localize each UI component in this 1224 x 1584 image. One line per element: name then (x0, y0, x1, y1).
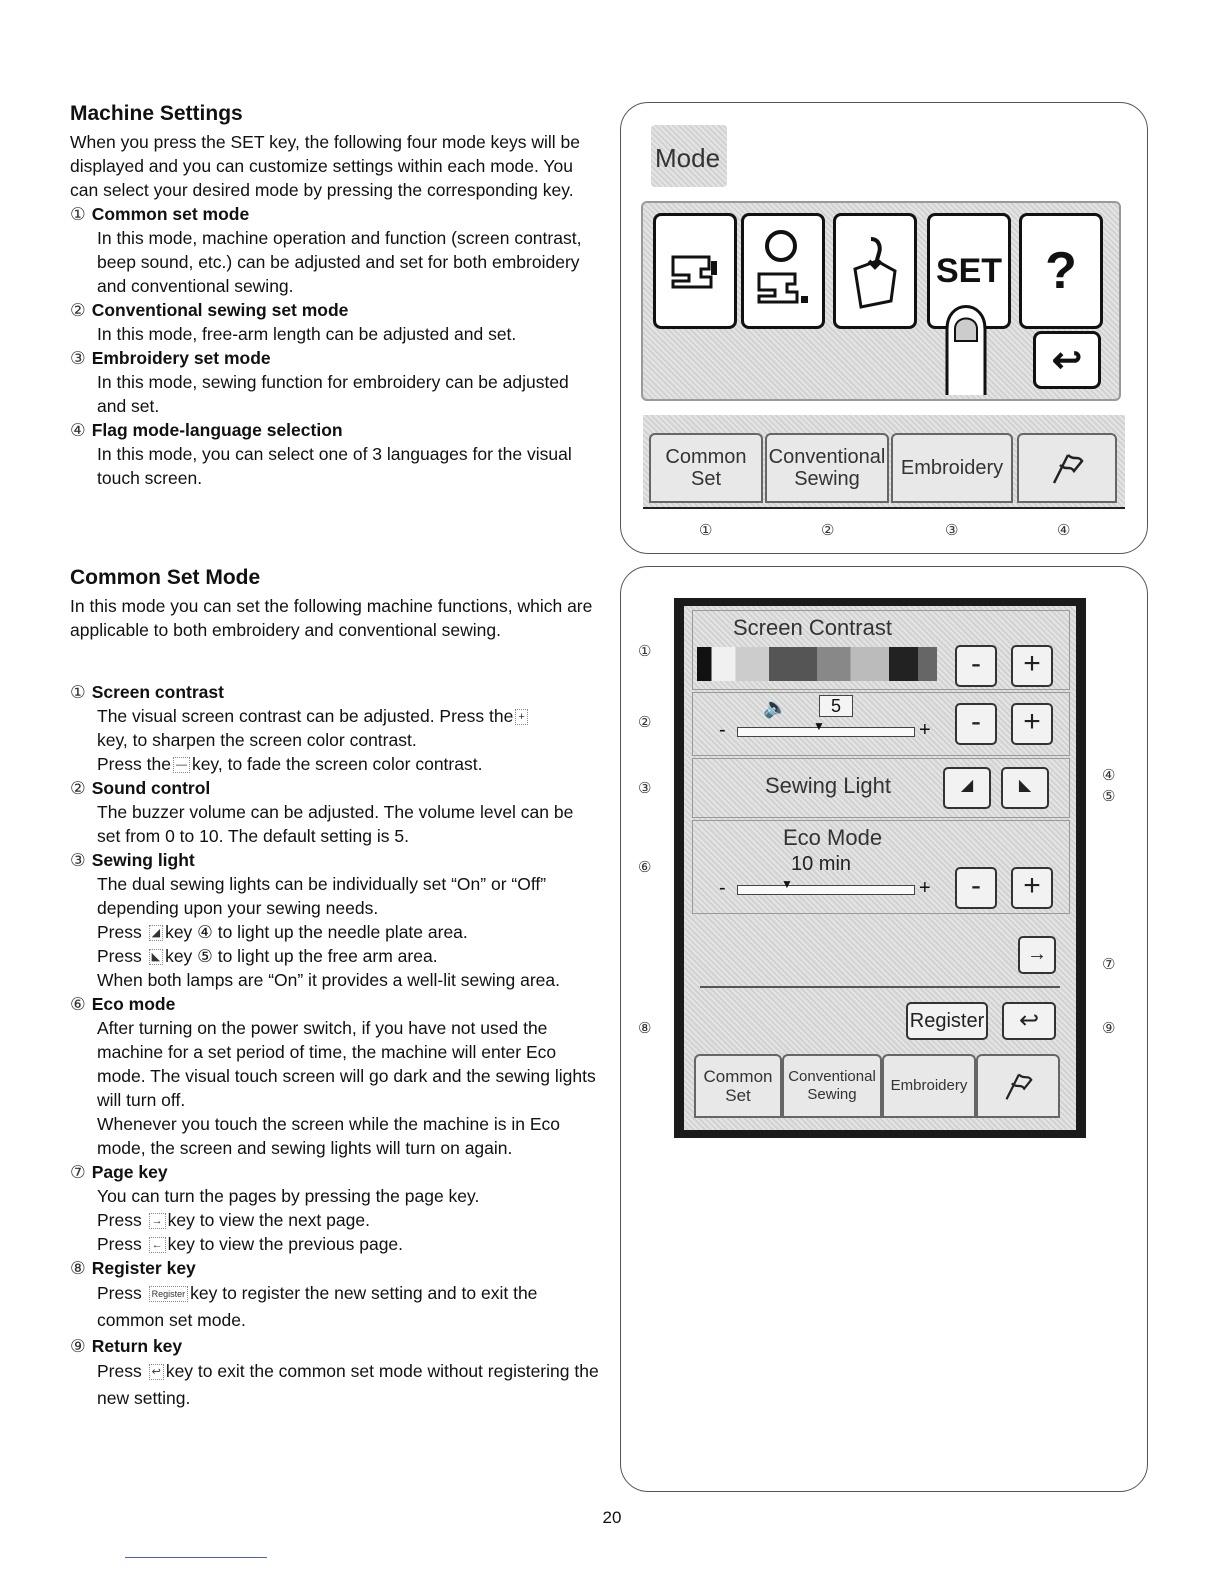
eco-min-sign: - (719, 877, 726, 899)
common-set-mode-title: Common Set Mode (70, 566, 261, 589)
item-screen-contrast: ① Screen contrast (70, 682, 224, 702)
lcd-divider (700, 986, 1060, 988)
item-embroidery-set-mode-text: In this mode, sewing function for embroidery can be adjusted and set. (97, 372, 569, 416)
lcd-tab-embroidery-line1: Embroidery (890, 1077, 968, 1094)
item-sewing-light-text: The dual sewing lights can be individually set “On” or “Off” depending upon your sewing needs. Press ◢ key ④ to light up the needle plate area. Press ◣ key ⑤ to light up the free arm area. When both lamps are “On” it provides a well-lit sewing area. (97, 874, 560, 990)
lcd-callout-2: ② (638, 714, 652, 731)
common-set-mode-section (70, 566, 600, 1412)
sewing-light-label: Sewing Light (765, 773, 891, 798)
callout-3: ③ (945, 522, 959, 539)
eco-mode-label: Eco Mode (783, 825, 883, 850)
callout-4: ④ (1057, 522, 1071, 539)
page-prev-icon: ← (149, 1237, 166, 1253)
lcd-tab-flag[interactable] (976, 1054, 1060, 1118)
mode-label: Mode (655, 143, 721, 173)
lcd-tab-conventional-line1: Conventional (788, 1068, 876, 1085)
arm-light-button[interactable] (1001, 767, 1049, 809)
lcd-return-icon: ↩ (1018, 1007, 1040, 1034)
contrast-minus-label: - (971, 647, 981, 680)
contrast-plus-label: + (1023, 647, 1041, 680)
tab-embroidery-line1: Embroidery (900, 457, 1004, 479)
lcd-callout-3: ③ (638, 780, 652, 797)
machine-settings-intro: When you press the SET key, the following four mode keys will be displayed and you can customize settings within each mode. You can select your desired mode by pressing the corresponding key. (70, 132, 581, 200)
footer-rule (125, 1557, 267, 1558)
eco-slider[interactable] (737, 885, 915, 895)
common-set-mode-intro: In this mode you can set the following machine functions, which are applicable to both embroidery and conventional sewing. (70, 596, 593, 640)
return-key[interactable] (1033, 331, 1101, 389)
lcd-tab-common-set[interactable] (694, 1054, 782, 1118)
tab-conventional-line2: Sewing (794, 468, 860, 490)
lcd-callout-1: ① (638, 643, 652, 660)
lcd-callout-9: ⑨ (1102, 1020, 1116, 1037)
item-return-key: ⑨ Return key (70, 1336, 183, 1356)
flag-icon (1050, 451, 1084, 485)
lcd-screen (674, 598, 1086, 1138)
item-page-key-text: You can turn the pages by pressing the page key. Press → key to view the next page. Press ← key to view the previous page. (97, 1186, 480, 1254)
register-button-label: Register (909, 1010, 985, 1032)
lcd-callout-5: ⑤ (1102, 788, 1116, 805)
item-common-set-mode-text: In this mode, machine operation and function (screen contrast, beep sound, etc.) can be adjusted and set for both embroidery and conventional sewing. (97, 228, 582, 296)
common-set-key[interactable] (653, 213, 737, 329)
machine-settings-section (70, 102, 600, 490)
mode-figure-panel (620, 102, 1148, 554)
item-conventional-set-mode-text: In this mode, free-arm length can be adjusted and set. (97, 324, 517, 344)
mode-label-box (651, 125, 727, 187)
eco-plus-button[interactable] (1011, 867, 1053, 909)
minus-icon: — (173, 757, 190, 773)
lcd-callout-4: ④ (1102, 767, 1116, 784)
sound-plus-label: + (1023, 705, 1041, 738)
screen-contrast-row (692, 610, 1070, 690)
sound-minus-button[interactable] (955, 703, 997, 745)
speaker-icon: 🔈 (763, 697, 788, 719)
item-register-key: ⑧ Register key (70, 1258, 196, 1278)
contrast-gradient-bar (697, 647, 937, 681)
tab-common-set[interactable] (649, 433, 763, 503)
item-return-key-text: Press ↩ key to exit the common set mode without registering the new setting. (97, 1361, 599, 1408)
sound-slider[interactable] (737, 727, 915, 737)
machine-settings-title: Machine Settings (70, 102, 243, 125)
page-number: 20 (602, 1508, 622, 1527)
screen-contrast-label: Screen Contrast (733, 615, 892, 640)
lcd-callout-8: ⑧ (638, 1020, 652, 1037)
lcd-tab-common-line1: Common (703, 1067, 773, 1086)
return-icon: ↩ (1051, 339, 1083, 380)
register-key-icon: Register (149, 1286, 189, 1302)
eco-mode-row (692, 820, 1070, 914)
item-conventional-set-mode: ② Conventional sewing set mode (70, 300, 349, 320)
item-flag-mode-text: In this mode, you can select one of 3 languages for the visual touch screen. (97, 444, 572, 488)
item-flag-mode: ④ Flag mode-language selection (70, 420, 343, 440)
contrast-minus-button[interactable] (955, 645, 997, 687)
needle-light-button[interactable] (943, 767, 991, 809)
needle-light-icon: ◢ (149, 925, 163, 941)
sound-row (692, 692, 1070, 756)
sewing-machine-bobbin-icon (751, 226, 815, 316)
lcd-return-button[interactable] (1002, 1002, 1056, 1040)
embroidery-hoop-icon (847, 231, 903, 311)
return-key-icon: ↩ (149, 1364, 164, 1380)
help-key[interactable] (1019, 213, 1103, 329)
lcd-inner (684, 606, 1076, 1130)
eco-mode-value: 10 min (791, 853, 852, 875)
item-page-key: ⑦ Page key (70, 1162, 168, 1182)
item-screen-contrast-text: The visual screen contrast can be adjusted. Press the + key, to sharpen the screen color contrast. Press the — key, to fade the screen color contrast. (97, 704, 600, 776)
needle-light-key-icon: ◢ (960, 777, 974, 794)
item-common-set-mode: ① Common set mode (70, 204, 250, 224)
sewing-machine-icon (667, 247, 723, 295)
tabs-baseline (643, 507, 1125, 509)
item-register-key-text: Press Register key to register the new setting and to exit the common set mode. (97, 1283, 538, 1330)
embroidery-key[interactable] (833, 213, 917, 329)
tab-common-set-line2: Set (690, 468, 722, 490)
tab-embroidery[interactable] (891, 433, 1013, 503)
lcd-tab-embroidery[interactable] (882, 1054, 976, 1118)
sewing-light-row (692, 758, 1070, 818)
eco-max-sign: + (919, 877, 931, 899)
help-key-label: ? (1045, 242, 1077, 300)
sound-slider-thumb[interactable]: ▼ (813, 719, 825, 733)
lcd-callout-6: ⑥ (638, 859, 652, 876)
callout-2: ② (821, 522, 835, 539)
sound-minus-label: - (971, 705, 981, 738)
arm-light-icon: ◣ (149, 949, 163, 965)
set-key-label: SET (935, 251, 1003, 290)
eco-minus-label: - (971, 869, 981, 902)
sound-min-sign: - (719, 719, 726, 741)
callout-1: ① (699, 522, 713, 539)
pointing-finger-icon (941, 299, 991, 399)
tab-conventional-sewing[interactable] (765, 433, 889, 503)
sound-plus-button[interactable] (1011, 703, 1053, 745)
sound-max-sign: + (919, 719, 931, 741)
sound-value: 5 (819, 695, 853, 717)
tab-flag[interactable] (1017, 433, 1117, 503)
page-next-icon: → (149, 1213, 166, 1229)
lcd-callout-7: ⑦ (1102, 956, 1116, 973)
contrast-plus-button[interactable] (1011, 645, 1053, 687)
page-key[interactable] (1018, 936, 1056, 974)
item-eco-mode-text: After turning on the power switch, if you have not used the machine for a set period of time, the machine will enter Eco mode. The visual touch screen will go dark and the sewing lights will turn off. Whenever you touch the screen while the machine is in Eco mode, the screen and sewing lights will turn on again. (97, 1018, 596, 1158)
tab-conventional-line1: Conventional (768, 446, 886, 468)
lcd-tab-common-line2: Set (725, 1086, 751, 1105)
conventional-sewing-key[interactable] (741, 213, 825, 329)
item-sewing-light: ③ Sewing light (70, 850, 195, 870)
eco-minus-button[interactable] (955, 867, 997, 909)
item-eco-mode: ⑥ Eco mode (70, 994, 176, 1014)
tab-common-set-line1: Common (665, 446, 747, 468)
item-sound-control: ② Sound control (70, 778, 211, 798)
eco-plus-label: + (1023, 869, 1041, 902)
arm-light-key-icon: ◣ (1018, 777, 1032, 794)
plus-icon: + (515, 709, 527, 725)
lcd-tab-conventional-line2: Sewing (807, 1086, 857, 1103)
lcd-tab-conventional-sewing[interactable] (782, 1054, 882, 1118)
eco-slider-thumb[interactable]: ▼ (781, 877, 793, 891)
item-sound-control-text: The buzzer volume can be adjusted. The volume level can be set from 0 to 10. The default setting is 5. (97, 802, 574, 846)
item-embroidery-set-mode: ③ Embroidery set mode (70, 348, 271, 368)
page-next-key-icon: → (1027, 943, 1047, 965)
lcd-flag-icon (1003, 1071, 1033, 1101)
register-button[interactable] (906, 1002, 988, 1040)
